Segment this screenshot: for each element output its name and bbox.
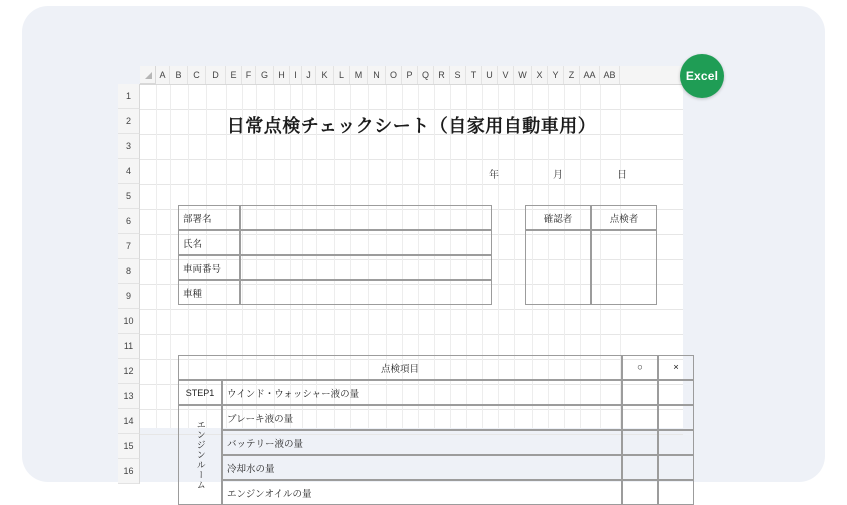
column-header-x[interactable]: X [532, 66, 548, 84]
row-header-4[interactable]: 4 [118, 159, 140, 184]
column-header-e[interactable]: E [226, 66, 242, 84]
row-header-13[interactable]: 13 [118, 384, 140, 409]
column-header-f[interactable]: F [242, 66, 256, 84]
column-header-m[interactable]: M [350, 66, 368, 84]
approval-cell-checker[interactable] [525, 230, 591, 305]
date-day-label: 日 [617, 170, 627, 181]
check-item-battery-fluid: バッテリー液の量 [222, 430, 622, 455]
column-header-u[interactable]: U [482, 66, 498, 84]
sheet-content [140, 84, 683, 500]
info-label-name: 氏名 [178, 230, 240, 255]
check-ng-engine-oil[interactable] [658, 480, 694, 505]
row-header-16[interactable]: 16 [118, 459, 140, 484]
info-label-department: 部署名 [178, 205, 240, 230]
column-header-row[interactable] [140, 66, 683, 85]
info-label-vehicle-number: 車両番号 [178, 255, 240, 280]
column-header-w[interactable]: W [514, 66, 532, 84]
row-header-column[interactable] [16, 66, 140, 476]
document-title: 日常点検チェックシート（自家用自動車用） [226, 116, 597, 136]
row-header-3[interactable]: 3 [118, 134, 140, 159]
column-header-k[interactable]: K [316, 66, 334, 84]
approval-header-inspector: 点検者 [591, 205, 657, 230]
column-header-r[interactable]: R [434, 66, 450, 84]
check-group-engine-room [178, 405, 222, 505]
check-step-label: STEP1 [178, 380, 222, 405]
column-header-j[interactable]: J [302, 66, 316, 84]
info-value-department[interactable] [240, 205, 492, 230]
check-ok-coolant[interactable] [622, 455, 658, 480]
column-header-aa[interactable]: AA [580, 66, 600, 84]
check-ok-brake-fluid[interactable] [622, 405, 658, 430]
check-item-coolant: 冷却水の量 [222, 455, 622, 480]
column-header-v[interactable]: V [498, 66, 514, 84]
row-header-8[interactable]: 8 [118, 259, 140, 284]
check-item-engine-oil: エンジンオイルの量 [222, 480, 622, 505]
column-header-b[interactable]: B [170, 66, 188, 84]
excel-app-badge: Excel [680, 54, 724, 98]
row-header-6[interactable]: 6 [118, 209, 140, 234]
column-header-q[interactable]: Q [418, 66, 434, 84]
check-table-header-ng: × [658, 355, 694, 380]
check-item-washer-fluid: ウインド・ウォッシャー液の量 [222, 380, 622, 405]
column-header-n[interactable]: N [368, 66, 386, 84]
column-header-l[interactable]: L [334, 66, 350, 84]
check-item-brake-fluid: ブレーキ液の量 [222, 405, 622, 430]
column-header-y[interactable]: Y [548, 66, 564, 84]
approval-cell-inspector[interactable] [591, 230, 657, 305]
column-header-ab[interactable]: AB [600, 66, 620, 84]
row-header-5[interactable]: 5 [118, 184, 140, 209]
check-ng-brake-fluid[interactable] [658, 405, 694, 430]
check-table-header-item: 点検項目 [178, 355, 622, 380]
column-header-c[interactable]: C [188, 66, 206, 84]
spreadsheet-sheet[interactable] [123, 66, 683, 500]
info-value-vehicle-number[interactable] [240, 255, 492, 280]
check-ng-battery-fluid[interactable] [658, 430, 694, 455]
check-ng-washer-fluid[interactable] [658, 380, 694, 405]
column-header-s[interactable]: S [450, 66, 466, 84]
select-all-triangle-icon [145, 72, 152, 79]
info-value-vehicle-type[interactable] [240, 280, 492, 305]
check-ng-coolant[interactable] [658, 455, 694, 480]
column-header-d[interactable]: D [206, 66, 226, 84]
column-header-h[interactable]: H [274, 66, 290, 84]
row-header-7[interactable]: 7 [118, 234, 140, 259]
check-table-header-ok: ○ [622, 355, 658, 380]
row-header-1[interactable]: 1 [118, 84, 140, 109]
column-header-z[interactable]: Z [564, 66, 580, 84]
info-label-vehicle-type: 車種 [178, 280, 240, 305]
check-group-engine-room-label: エンジンルーム [195, 420, 206, 490]
row-header-11[interactable]: 11 [118, 334, 140, 359]
column-header-p[interactable]: P [402, 66, 418, 84]
row-header-9[interactable]: 9 [118, 284, 140, 309]
row-header-12[interactable]: 12 [118, 359, 140, 384]
date-year-label: 年 [489, 170, 499, 181]
column-header-o[interactable]: O [386, 66, 402, 84]
check-ok-battery-fluid[interactable] [622, 430, 658, 455]
column-header-i[interactable]: I [290, 66, 302, 84]
column-header-t[interactable]: T [466, 66, 482, 84]
select-all-corner[interactable] [140, 66, 156, 84]
column-header-g[interactable]: G [256, 66, 274, 84]
check-ok-engine-oil[interactable] [622, 480, 658, 505]
row-header-2[interactable]: 2 [118, 109, 140, 134]
info-value-name[interactable] [240, 230, 492, 255]
column-header-a[interactable]: A [156, 66, 170, 84]
date-month-label: 月 [553, 170, 563, 181]
row-header-15[interactable]: 15 [118, 434, 140, 459]
row-header-14[interactable]: 14 [118, 409, 140, 434]
row-header-10[interactable]: 10 [118, 309, 140, 334]
check-ok-washer-fluid[interactable] [622, 380, 658, 405]
approval-header-checker: 確認者 [525, 205, 591, 230]
